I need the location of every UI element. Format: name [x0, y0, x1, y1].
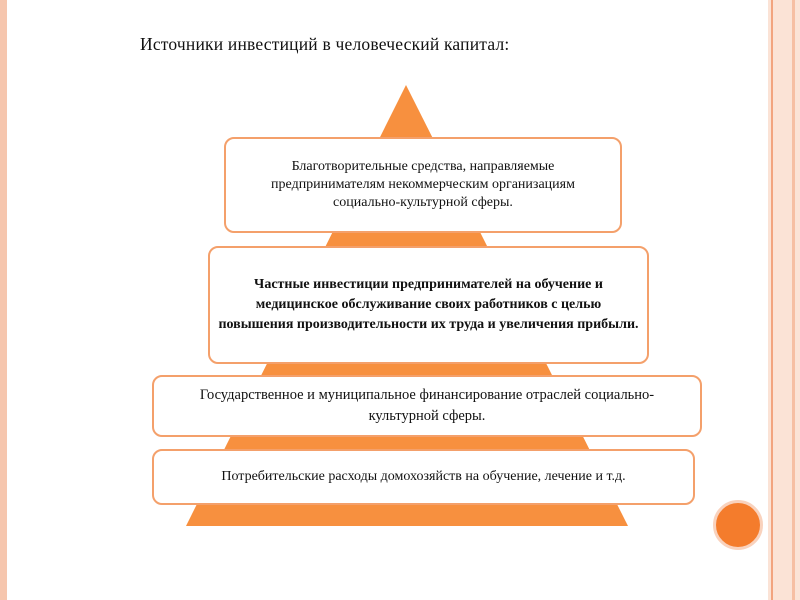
- pyramid-level-1: [224, 137, 622, 233]
- pyramid-level-4: [152, 449, 695, 505]
- pyramid-level-3: [152, 375, 702, 437]
- pyramid-level-4-text: Потребительские расходы домохозяйств на обучение, лечение и т.д.: [221, 469, 626, 484]
- pyramid-level-2: [208, 246, 649, 364]
- slide-title: Источники инвестиций в человеческий капитал:: [140, 34, 510, 54]
- pyramid-level-2-text: Частные инвестиции предпринимателей на обучение и медицинское обслуживание своих работников с целью повышения производительности их труда и увеличения прибыли.: [218, 277, 639, 332]
- pyramid-level-1-text: Благотворительные средства, направляемые предпринимателям некоммерческим организациям социально-культурной сферы.: [271, 159, 575, 210]
- decorative-circle: [713, 500, 763, 550]
- pyramid-level-3-text: Государственное и муниципальное финансирование отраслей социально-культурной сферы.: [199, 387, 655, 424]
